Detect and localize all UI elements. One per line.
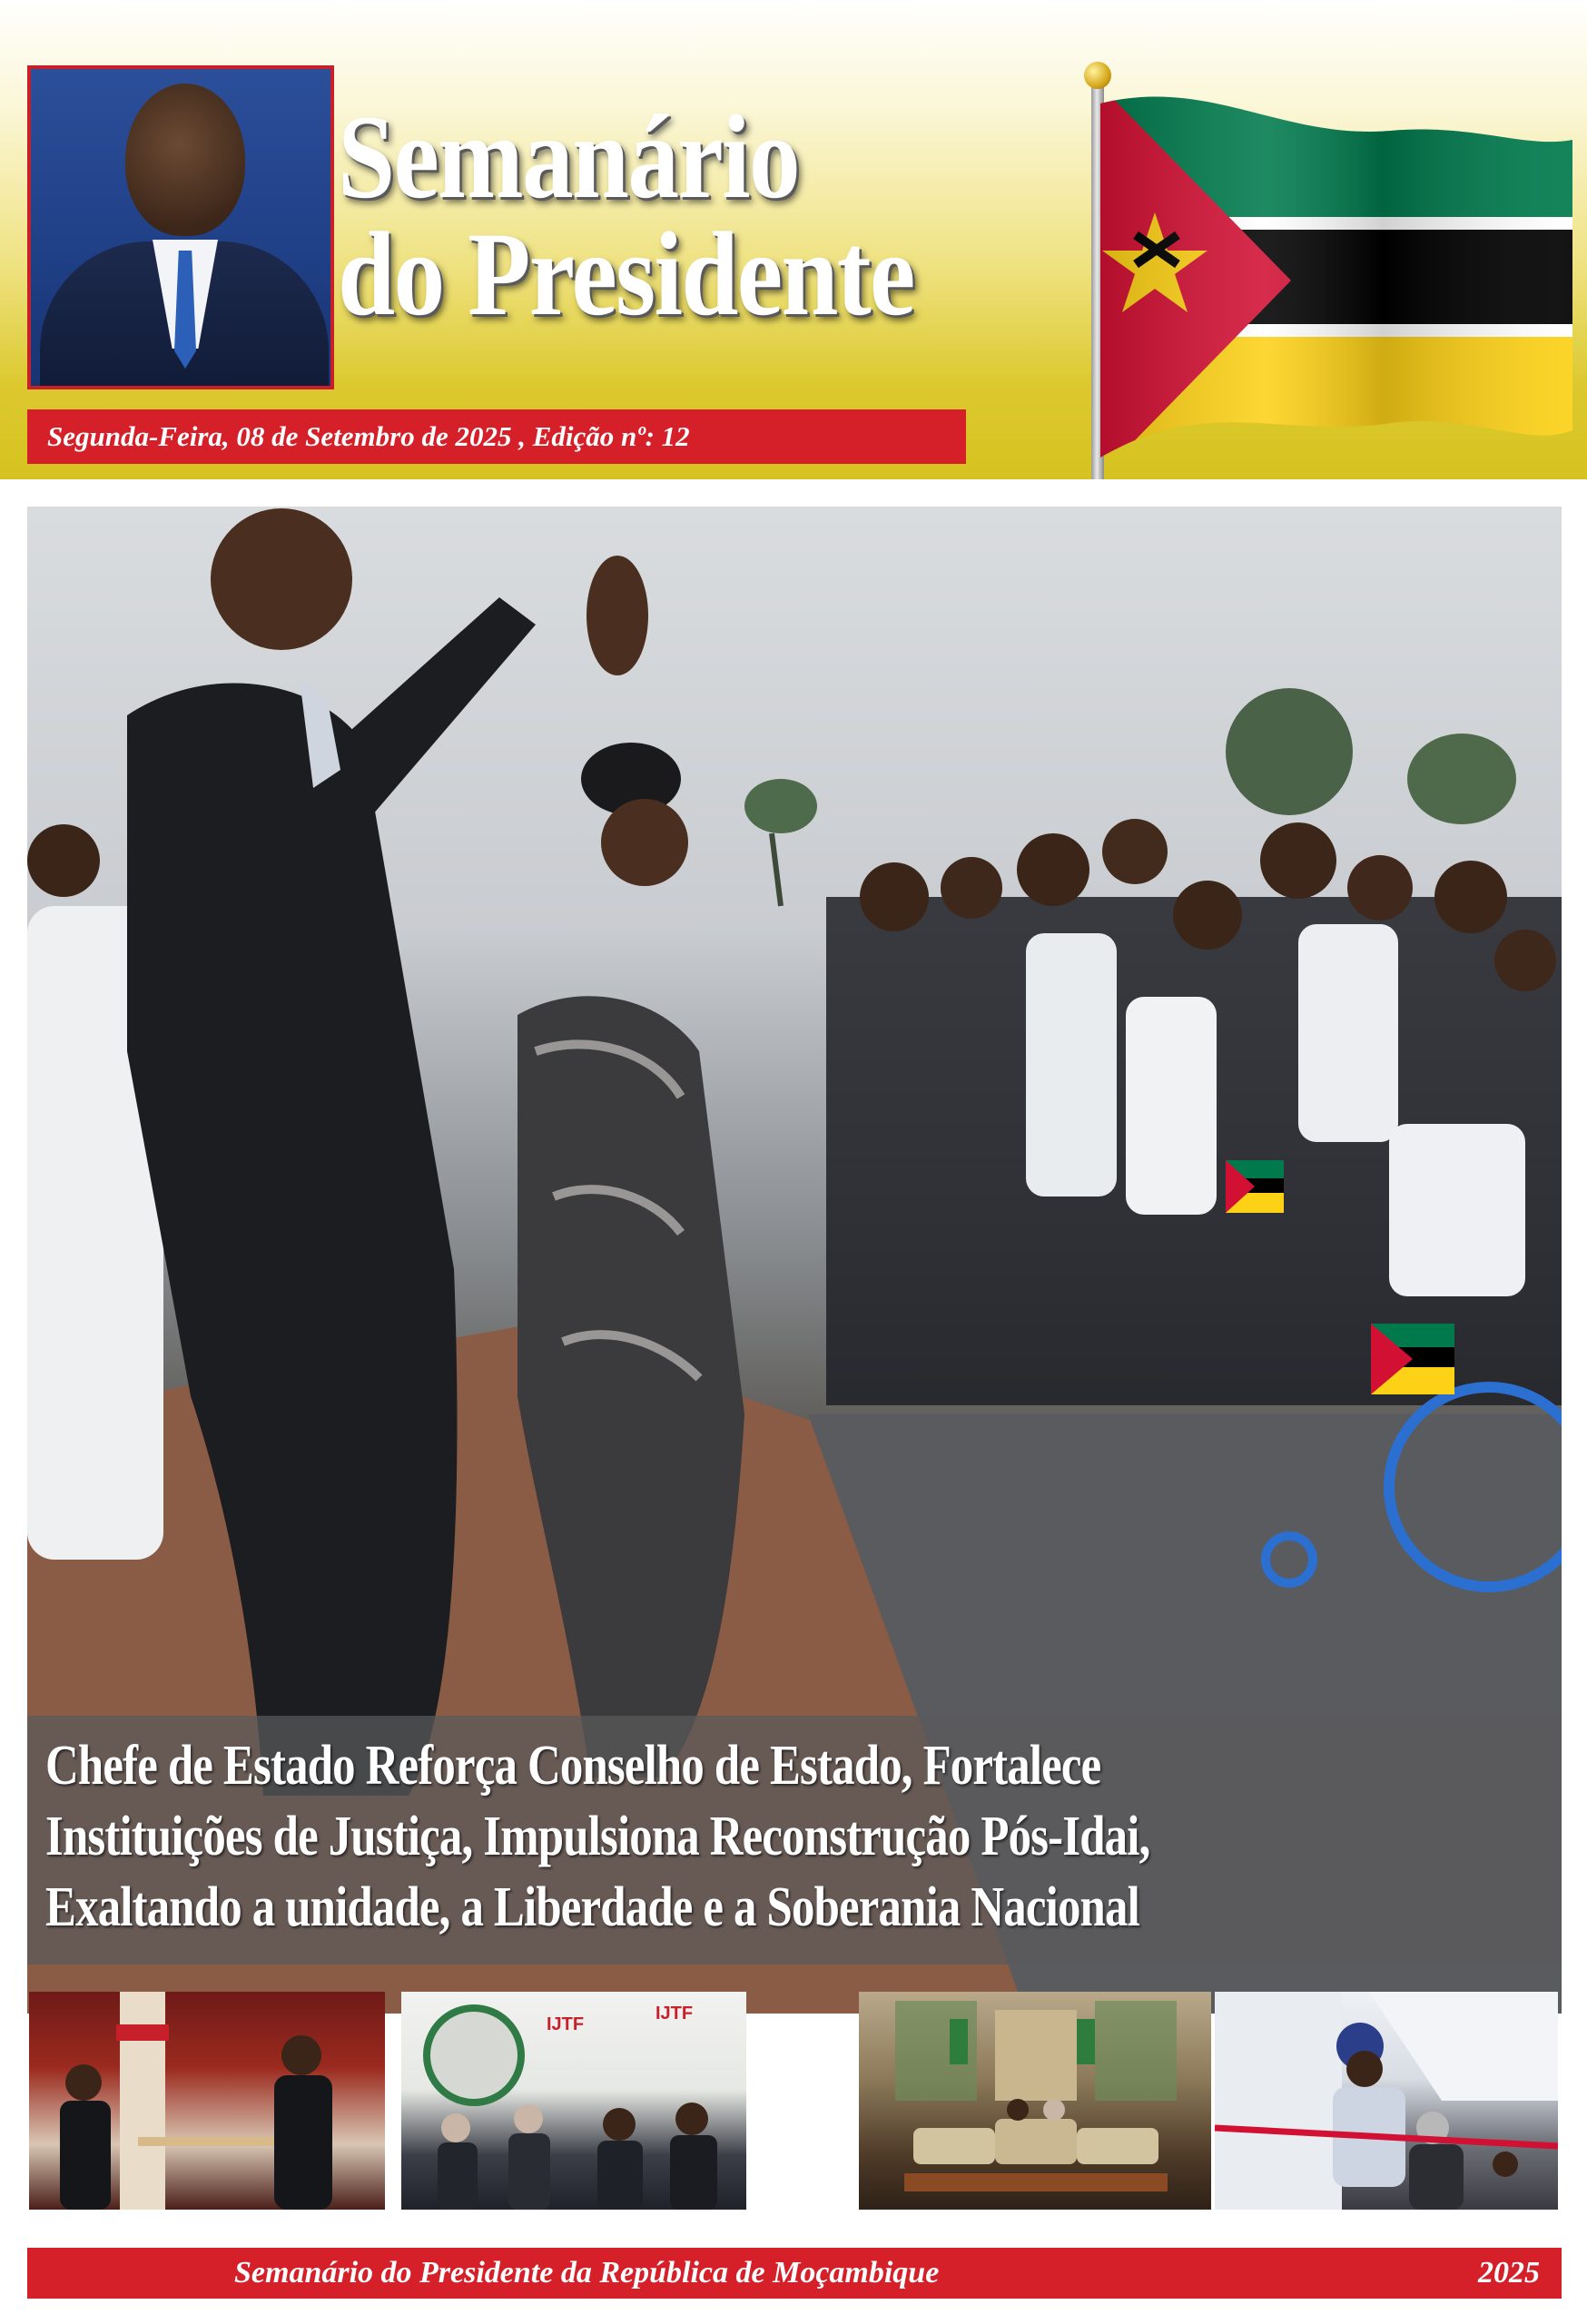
masthead-header <box>0 0 1587 479</box>
thumbnail-conference-illustration <box>401 1992 746 2210</box>
cover-photo <box>27 507 1562 2014</box>
title-line-1: Semanário <box>338 90 799 223</box>
thumbnail-ceremony-illustration <box>29 1992 385 2210</box>
thumbnail-ribbon-cutting <box>1215 1992 1558 2210</box>
flag-cloth <box>1100 85 1572 485</box>
mozambique-flag <box>1060 53 1569 479</box>
thumbnail-ribbon-cutting-illustration <box>1215 1992 1558 2210</box>
title-line-2: do Presidente <box>338 207 914 341</box>
thumbnail-bilateral-meeting <box>859 1992 1211 2210</box>
conference-signage: IJTF <box>547 2014 585 2034</box>
headline-line-1: Chefe de Estado Reforça Conselho de Estado, Fortalece <box>45 1735 1101 1797</box>
footer-title: Semanário do Presidente da República de Moçambique <box>234 2256 940 2290</box>
newspaper-title <box>338 90 915 341</box>
footer-year: 2025 <box>1478 2256 1540 2290</box>
thumbnail-conference <box>401 1992 746 2210</box>
headline-line-3: Exaltando a unidade, a Liberdade e a Soberania Nacional <box>45 1876 1139 1938</box>
headline-line-2: Instituições de Justiça, Impulsiona Reconstrução Pós-Idai, <box>45 1806 1150 1867</box>
portrait-head <box>125 84 245 236</box>
thumbnail-ceremony <box>29 1992 385 2210</box>
conference-signage: IJTF <box>656 2004 694 2024</box>
headline-overlay <box>27 1716 1562 1965</box>
president-portrait <box>27 65 334 389</box>
thumbnail-bilateral-meeting-illustration <box>859 1992 1211 2210</box>
dateline-banner: Segunda-Feira, 08 de Setembro de 2025 , Edição nº: 12 <box>27 409 966 464</box>
footer-banner <box>27 2248 1562 2299</box>
